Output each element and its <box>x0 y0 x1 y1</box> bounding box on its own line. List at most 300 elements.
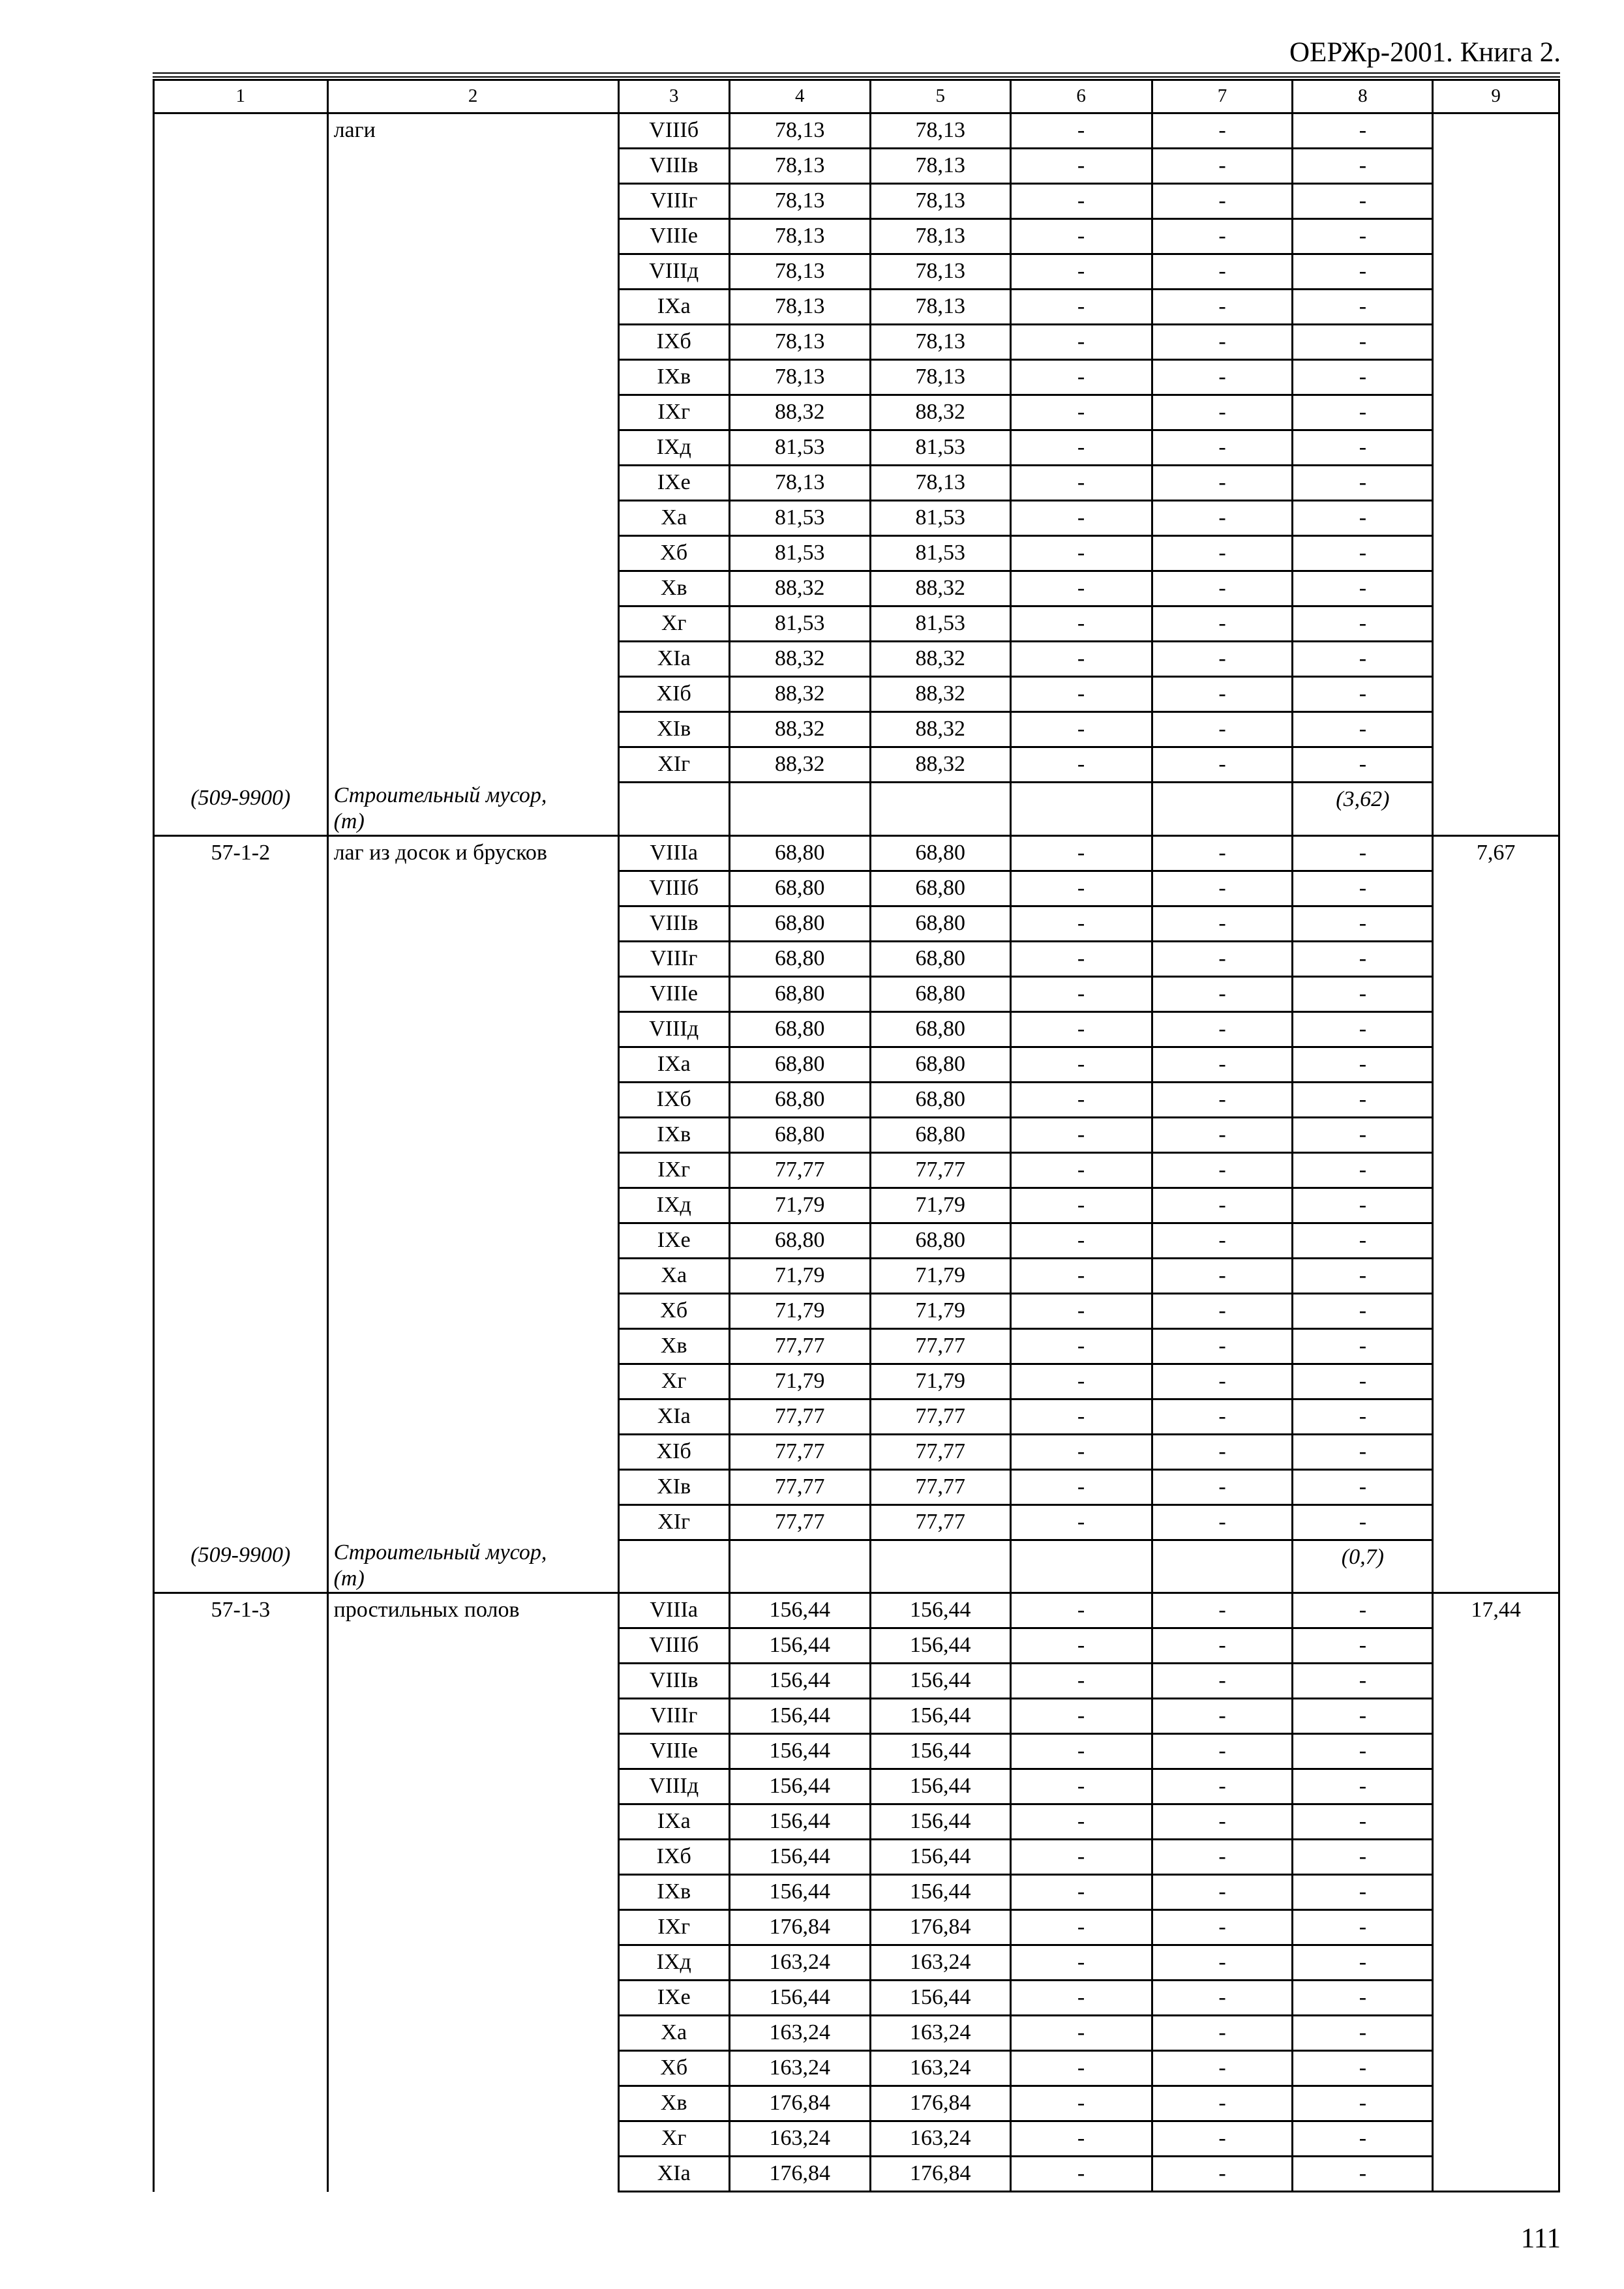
waste-value: (0,7) <box>1341 1544 1384 1569</box>
col7-value: - <box>1152 1504 1293 1540</box>
col6-value: - <box>1010 1699 1152 1734</box>
column-number: 3 <box>618 80 729 113</box>
col4-value: 68,80 <box>729 941 870 976</box>
col4-value: 78,13 <box>729 466 870 501</box>
col5-value: 176,84 <box>870 2086 1010 2121</box>
col7-value: - <box>1152 2016 1293 2051</box>
col8-value: - <box>1293 2121 1433 2157</box>
col4-value: 71,79 <box>729 1364 870 1399</box>
col5-value: 68,80 <box>870 976 1010 1011</box>
col8-value: - <box>1293 2157 1433 2192</box>
zone-cell: IXд <box>618 1188 729 1223</box>
col6-value: - <box>1010 1504 1152 1540</box>
table-body <box>154 80 1559 2192</box>
col5-value: 156,44 <box>870 1593 1010 1628</box>
zone-cell: Xа <box>618 2016 729 2051</box>
col7-value: - <box>1152 712 1293 747</box>
col8-value: - <box>1293 2016 1433 2051</box>
col8-value: - <box>1293 501 1433 536</box>
col5-value: 78,13 <box>870 219 1010 254</box>
col6-value: - <box>1010 219 1152 254</box>
col6-value: - <box>1010 747 1152 783</box>
col5-value: 78,13 <box>870 149 1010 184</box>
col8-value: - <box>1293 1804 1433 1840</box>
zone-cell: VIIIе <box>618 219 729 254</box>
table-row <box>154 1593 1559 1628</box>
col5-value: 68,80 <box>870 1117 1010 1152</box>
col6-value: - <box>1010 430 1152 466</box>
col5-value: 71,79 <box>870 1258 1010 1293</box>
col5-value: 81,53 <box>870 501 1010 536</box>
col5-value: 156,44 <box>870 1840 1010 1875</box>
col8-value: - <box>1293 1082 1433 1117</box>
col8-value: - <box>1293 219 1433 254</box>
col7-value: - <box>1152 2086 1293 2121</box>
zone-cell: VIIIб <box>618 113 729 149</box>
col4-value: 71,79 <box>729 1293 870 1328</box>
col6-value: - <box>1010 536 1152 571</box>
col4-value: 156,44 <box>729 1593 870 1628</box>
col6-value: - <box>1010 1011 1152 1047</box>
col4-value: 77,77 <box>729 1469 870 1504</box>
col7-value: - <box>1152 1223 1293 1258</box>
col8-value: - <box>1293 184 1433 219</box>
col7-value: - <box>1152 747 1293 783</box>
col5-value: 163,24 <box>870 2051 1010 2086</box>
col5-value: 88,32 <box>870 677 1010 712</box>
col6-value: - <box>1010 184 1152 219</box>
col4-value: 78,13 <box>729 184 870 219</box>
col4-value: 77,77 <box>729 1504 870 1540</box>
col6-value <box>1010 783 1152 836</box>
col5-value: 88,32 <box>870 395 1010 430</box>
col4-value: 68,80 <box>729 871 870 906</box>
col7-value: - <box>1152 1699 1293 1734</box>
running-header: ОЕРЖр-2001. Книга 2. <box>1289 37 1561 68</box>
zone-cell: IXб <box>618 1840 729 1875</box>
col8-value: - <box>1293 360 1433 395</box>
col4-value: 71,79 <box>729 1258 870 1293</box>
zone-cell: Xг <box>618 2121 729 2157</box>
waste-code-cell <box>154 1540 328 1593</box>
col5-value: 156,44 <box>870 1769 1010 1804</box>
col8-value: - <box>1293 1258 1433 1293</box>
col7-value: - <box>1152 501 1293 536</box>
col6-value: - <box>1010 1364 1152 1399</box>
col4-value: 88,32 <box>729 677 870 712</box>
col9-cell: 17,44 <box>1433 1593 1559 2192</box>
col6-value: - <box>1010 835 1152 871</box>
zone-cell: IXа <box>618 1804 729 1840</box>
col8-value: - <box>1293 1840 1433 1875</box>
col6-value: - <box>1010 395 1152 430</box>
zone-cell: VIIIб <box>618 1628 729 1664</box>
col8-value: - <box>1293 536 1433 571</box>
col8-value: - <box>1293 712 1433 747</box>
col4-value: 156,44 <box>729 1769 870 1804</box>
col8-value: - <box>1293 642 1433 677</box>
col6-value: - <box>1010 325 1152 360</box>
col6-value: - <box>1010 1910 1152 1945</box>
col6-value: - <box>1010 1293 1152 1328</box>
zone-cell: VIIIв <box>618 149 729 184</box>
col5-value: 77,77 <box>870 1434 1010 1469</box>
col4-value: 163,24 <box>729 1945 870 1981</box>
col4-value: 68,80 <box>729 1117 870 1152</box>
column-number: 1 <box>154 80 328 113</box>
col8-value: - <box>1293 430 1433 466</box>
col4-value: 68,80 <box>729 1223 870 1258</box>
zone-cell: VIIIг <box>618 1699 729 1734</box>
col5-value: 156,44 <box>870 1699 1010 1734</box>
column-number: 5 <box>870 80 1010 113</box>
col6-value: - <box>1010 2157 1152 2192</box>
col5-value: 81,53 <box>870 606 1010 642</box>
col6-value: - <box>1010 976 1152 1011</box>
col6-value: - <box>1010 1082 1152 1117</box>
zone-cell: VIIIа <box>618 1593 729 1628</box>
zone-cell: Xв <box>618 1328 729 1364</box>
waste-name-cell <box>327 783 618 836</box>
col4-value: 81,53 <box>729 501 870 536</box>
col8-value: - <box>1293 2051 1433 2086</box>
col6-value: - <box>1010 1399 1152 1434</box>
col8-value: - <box>1293 1152 1433 1188</box>
col7-value: - <box>1152 430 1293 466</box>
zone-cell: Xв <box>618 2086 729 2121</box>
column-numbers-row <box>154 80 1559 113</box>
zone-cell: XIв <box>618 1469 729 1504</box>
col7-value: - <box>1152 254 1293 290</box>
col7-value: - <box>1152 835 1293 871</box>
col4-value: 78,13 <box>729 219 870 254</box>
zone-cell: VIIIд <box>618 254 729 290</box>
zone-cell: VIIIв <box>618 906 729 941</box>
col5-value: 176,84 <box>870 1910 1010 1945</box>
col4-value: 68,80 <box>729 906 870 941</box>
col6-value: - <box>1010 1469 1152 1504</box>
col4-value: 88,32 <box>729 395 870 430</box>
col5-value: 156,44 <box>870 1664 1010 1699</box>
col6-value: - <box>1010 1223 1152 1258</box>
col6-value: - <box>1010 1628 1152 1664</box>
col4-value: 77,77 <box>729 1434 870 1469</box>
column-number: 2 <box>327 80 618 113</box>
zone-cell: IXе <box>618 466 729 501</box>
col8-value: - <box>1293 1469 1433 1504</box>
col6-value: - <box>1010 1258 1152 1293</box>
col6-value: - <box>1010 1664 1152 1699</box>
col8-value: - <box>1293 606 1433 642</box>
col6-value: - <box>1010 1840 1152 1875</box>
zone-cell: IXг <box>618 395 729 430</box>
col5-value: 88,32 <box>870 712 1010 747</box>
col6-value: - <box>1010 606 1152 642</box>
zone-cell: Xа <box>618 1258 729 1293</box>
col8-value: - <box>1293 1364 1433 1399</box>
col6-value: - <box>1010 2051 1152 2086</box>
col6-value: - <box>1010 360 1152 395</box>
col8-value: - <box>1293 1188 1433 1223</box>
col8-value: - <box>1293 1981 1433 2016</box>
col7-value: - <box>1152 1258 1293 1293</box>
col8-value: - <box>1293 906 1433 941</box>
zone-cell: XIв <box>618 712 729 747</box>
zone-cell: IXг <box>618 1152 729 1188</box>
col5-value: 68,80 <box>870 906 1010 941</box>
zone-cell: VIIIд <box>618 1011 729 1047</box>
col6-value: - <box>1010 677 1152 712</box>
col5-value: 78,13 <box>870 466 1010 501</box>
col7-value: - <box>1152 1840 1293 1875</box>
waste-name-line1: Строительный мусор, <box>333 783 547 807</box>
col6-value: - <box>1010 2016 1152 2051</box>
col8-value: - <box>1293 325 1433 360</box>
zone-cell: Xг <box>618 606 729 642</box>
column-number: 8 <box>1293 80 1433 113</box>
col6-value: - <box>1010 1875 1152 1910</box>
col4-value: 68,80 <box>729 976 870 1011</box>
col5-value: 68,80 <box>870 835 1010 871</box>
col4-value: 78,13 <box>729 360 870 395</box>
col6-value: - <box>1010 113 1152 149</box>
waste-name-line1: Строительный мусор, <box>333 1540 547 1564</box>
zone-cell <box>618 1540 729 1593</box>
col5-value: 71,79 <box>870 1364 1010 1399</box>
col5-value: 77,77 <box>870 1152 1010 1188</box>
col6-value: - <box>1010 906 1152 941</box>
col6-value: - <box>1010 1188 1152 1223</box>
col5-value: 78,13 <box>870 113 1010 149</box>
col4-value <box>729 783 870 836</box>
col8-value: - <box>1293 941 1433 976</box>
col7-value: - <box>1152 1593 1293 1628</box>
col4-value: 78,13 <box>729 113 870 149</box>
col7-value: - <box>1152 1011 1293 1047</box>
col7-value: - <box>1152 2051 1293 2086</box>
col5-value: 163,24 <box>870 1945 1010 1981</box>
col8-value: - <box>1293 149 1433 184</box>
col8-value: - <box>1293 1875 1433 1910</box>
col7-value: - <box>1152 1664 1293 1699</box>
col4-value: 176,84 <box>729 2157 870 2192</box>
col7-value: - <box>1152 1434 1293 1469</box>
col7-value: - <box>1152 1152 1293 1188</box>
col8-value: - <box>1293 1293 1433 1328</box>
zone-cell: IXд <box>618 430 729 466</box>
col4-value: 88,32 <box>729 712 870 747</box>
col7-value: - <box>1152 642 1293 677</box>
col6-value: - <box>1010 501 1152 536</box>
zone-cell: Xб <box>618 2051 729 2086</box>
col6-value: - <box>1010 871 1152 906</box>
name-cell: лаг из досок и брусков <box>327 835 618 1540</box>
col4-value: 156,44 <box>729 1664 870 1699</box>
col4-value <box>729 1540 870 1593</box>
col7-value: - <box>1152 1293 1293 1328</box>
col7-value: - <box>1152 906 1293 941</box>
col8-value: - <box>1293 1734 1433 1769</box>
waste-name-cell <box>327 1540 618 1593</box>
waste-row <box>154 783 1559 836</box>
zone-cell: Xг <box>618 1364 729 1399</box>
col5-value: 78,13 <box>870 184 1010 219</box>
col8-value: - <box>1293 1434 1433 1469</box>
col6-value: - <box>1010 1152 1152 1188</box>
col5-value: 68,80 <box>870 1223 1010 1258</box>
zone-cell: IXг <box>618 1910 729 1945</box>
col5-value: 71,79 <box>870 1293 1010 1328</box>
col8-value: - <box>1293 254 1433 290</box>
col7-value: - <box>1152 1364 1293 1399</box>
col7-value: - <box>1152 290 1293 325</box>
col7-value: - <box>1152 2121 1293 2157</box>
col4-value: 88,32 <box>729 747 870 783</box>
col6-value: - <box>1010 290 1152 325</box>
zone-cell: XIг <box>618 747 729 783</box>
col8-value: - <box>1293 1699 1433 1734</box>
header-rule <box>153 72 1560 78</box>
col6-value: - <box>1010 941 1152 976</box>
col8-value: - <box>1293 466 1433 501</box>
col5-value: 81,53 <box>870 536 1010 571</box>
col7-value <box>1152 1540 1293 1593</box>
col8-value: - <box>1293 290 1433 325</box>
col7-value: - <box>1152 1047 1293 1082</box>
col6-value: - <box>1010 1945 1152 1981</box>
col5-value: 77,77 <box>870 1328 1010 1364</box>
col7-value: - <box>1152 149 1293 184</box>
zone-cell: VIIIв <box>618 1664 729 1699</box>
col6-value: - <box>1010 1328 1152 1364</box>
zone-cell: VIIIд <box>618 1769 729 1804</box>
col6-value: - <box>1010 1734 1152 1769</box>
col6-value: - <box>1010 2086 1152 2121</box>
zone-cell: IXе <box>618 1223 729 1258</box>
col4-value: 156,44 <box>729 1804 870 1840</box>
col7-value: - <box>1152 1945 1293 1981</box>
col8-value: - <box>1293 1504 1433 1540</box>
code-cell: 57-1-3 <box>154 1593 328 2192</box>
col4-value: 163,24 <box>729 2016 870 2051</box>
col4-value: 163,24 <box>729 2121 870 2157</box>
col6-value: - <box>1010 642 1152 677</box>
col7-value: - <box>1152 1769 1293 1804</box>
col4-value: 78,13 <box>729 290 870 325</box>
zone-cell: IXе <box>618 1981 729 2016</box>
col5-value: 68,80 <box>870 871 1010 906</box>
col5-value: 71,79 <box>870 1188 1010 1223</box>
col6-value: - <box>1010 571 1152 606</box>
col4-value: 156,44 <box>729 1699 870 1734</box>
col4-value: 78,13 <box>729 149 870 184</box>
col5-value: 78,13 <box>870 360 1010 395</box>
col4-value: 71,79 <box>729 1188 870 1223</box>
col4-value: 163,24 <box>729 2051 870 2086</box>
col8-value: - <box>1293 395 1433 430</box>
column-number: 9 <box>1433 80 1559 113</box>
waste-value-cell <box>1293 783 1433 836</box>
col8-value: - <box>1293 1328 1433 1364</box>
col8-value: - <box>1293 2086 1433 2121</box>
zone-cell: XIа <box>618 2157 729 2192</box>
col5-value <box>870 783 1010 836</box>
zone-cell: VIIIе <box>618 1734 729 1769</box>
col7-value: - <box>1152 571 1293 606</box>
col5-value: 81,53 <box>870 430 1010 466</box>
col8-value: - <box>1293 747 1433 783</box>
col5-value: 88,32 <box>870 747 1010 783</box>
col7-value: - <box>1152 1469 1293 1504</box>
col5-value: 68,80 <box>870 1011 1010 1047</box>
col4-value: 77,77 <box>729 1328 870 1364</box>
col7-value: - <box>1152 677 1293 712</box>
col6-value: - <box>1010 1804 1152 1840</box>
col8-value: - <box>1293 113 1433 149</box>
col8-value: - <box>1293 1399 1433 1434</box>
col5-value: 77,77 <box>870 1504 1010 1540</box>
col7-value: - <box>1152 1399 1293 1434</box>
col4-value: 81,53 <box>729 536 870 571</box>
column-number: 7 <box>1152 80 1293 113</box>
col4-value: 68,80 <box>729 835 870 871</box>
col4-value: 68,80 <box>729 1011 870 1047</box>
col7-value: - <box>1152 1188 1293 1223</box>
code-cell <box>154 113 328 783</box>
zone-cell: IXв <box>618 360 729 395</box>
col7-value: - <box>1152 1082 1293 1117</box>
col8-value: - <box>1293 571 1433 606</box>
waste-value: (3,62) <box>1336 787 1390 811</box>
col6-value: - <box>1010 1981 1152 2016</box>
col5-value: 78,13 <box>870 290 1010 325</box>
page-number: 111 <box>1520 2223 1561 2254</box>
zone-cell: IXа <box>618 290 729 325</box>
zone-cell: XIг <box>618 1504 729 1540</box>
col6-value <box>1010 1540 1152 1593</box>
col7-value <box>1152 783 1293 836</box>
col7-value: - <box>1152 1910 1293 1945</box>
col7-value: - <box>1152 325 1293 360</box>
col4-value: 68,80 <box>729 1047 870 1082</box>
col7-value: - <box>1152 466 1293 501</box>
waste-name-line2: (т) <box>333 1566 365 1591</box>
column-number: 4 <box>729 80 870 113</box>
col4-value: 176,84 <box>729 1910 870 1945</box>
col6-value: - <box>1010 1593 1152 1628</box>
col9-cell <box>1433 113 1559 836</box>
col6-value: - <box>1010 712 1152 747</box>
col6-value: - <box>1010 254 1152 290</box>
col5-value: 78,13 <box>870 254 1010 290</box>
zone-cell: Xв <box>618 571 729 606</box>
waste-name-line2: (т) <box>333 809 365 833</box>
zone-cell: VIIIа <box>618 835 729 871</box>
col4-value: 78,13 <box>729 254 870 290</box>
col6-value: - <box>1010 1047 1152 1082</box>
col7-value: - <box>1152 1734 1293 1769</box>
col5-value: 68,80 <box>870 1047 1010 1082</box>
col5-value: 156,44 <box>870 1628 1010 1664</box>
name-cell: простильных полов <box>327 1593 618 2192</box>
zone-cell: Xб <box>618 1293 729 1328</box>
col4-value: 81,53 <box>729 430 870 466</box>
zone-cell: VIIIг <box>618 941 729 976</box>
col8-value: - <box>1293 1593 1433 1628</box>
col4-value: 156,44 <box>729 1734 870 1769</box>
col6-value: - <box>1010 1769 1152 1804</box>
col5-value <box>870 1540 1010 1593</box>
